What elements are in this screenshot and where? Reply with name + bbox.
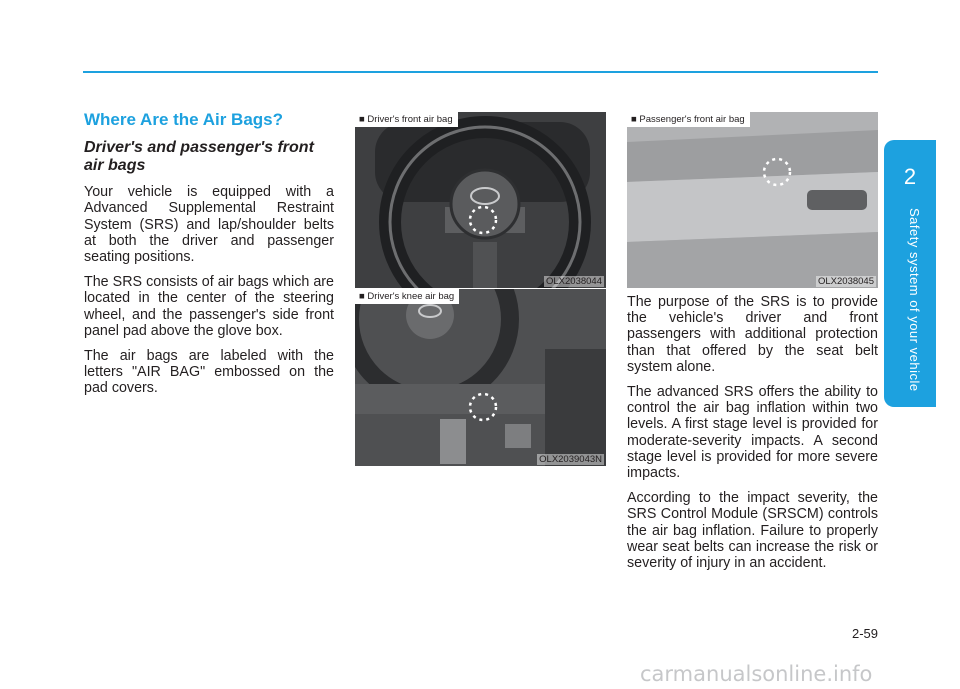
chapter-tab[interactable] bbox=[884, 140, 936, 407]
figure-code: OLX2038045 bbox=[818, 276, 874, 287]
section-heading: Where Are the Air Bags? bbox=[84, 110, 284, 129]
body-paragraph: According to the impact severity, the SRS Control Module (SRSCM) controls the air bag inflation. Failure to properly wear seat belts can increase the risk or severity of injury in an accident. bbox=[627, 490, 878, 572]
body-paragraph: The SRS consists of air bags which are located in the center of the steering wheel, and the passenger's side front panel pad above the glove box. bbox=[84, 274, 334, 339]
driver-knee-airbag-photo bbox=[355, 289, 606, 466]
subsection-heading: Driver's and passenger's front air bags bbox=[84, 139, 314, 175]
right-column bbox=[627, 294, 878, 580]
figure-caption: ■ Passenger's front air bag bbox=[627, 112, 750, 127]
body-paragraph: The air bags are labeled with the letters "AIR BAG" embossed on the pad covers. bbox=[84, 348, 334, 397]
steering-wheel-illustration bbox=[355, 112, 606, 288]
footwell-illustration bbox=[355, 289, 606, 466]
figure-caption: ■ Driver's knee air bag bbox=[355, 289, 459, 304]
watermark[interactable]: carmanualsonline.info bbox=[640, 662, 873, 686]
driver-front-airbag-photo bbox=[355, 112, 606, 288]
figure-caption: ■ Driver's front air bag bbox=[355, 112, 458, 127]
dashboard-illustration bbox=[627, 112, 878, 288]
page-number: 2-59 bbox=[851, 626, 878, 641]
figure-code: OLX2038044 bbox=[546, 276, 602, 287]
body-paragraph: The advanced SRS offers the ability to control the air bag inflation within two levels. A first stage level is provided for moderate-severity impacts. A second stage level is provided for more severe impacts. bbox=[627, 384, 878, 482]
figure-code: OLX2039043N bbox=[539, 454, 602, 465]
chapter-number: 2 bbox=[903, 164, 917, 189]
left-column bbox=[84, 112, 334, 406]
body-paragraph: The purpose of the SRS is to provide the vehicle's driver and front passengers with additional protection than that offered by the seat belt system alone. bbox=[627, 294, 878, 375]
header-rule bbox=[83, 71, 878, 73]
passenger-front-airbag-photo bbox=[627, 112, 878, 288]
body-paragraph: Your vehicle is equipped with a Advanced Supplemental Restraint System (SRS) and lap/shoulder belts at both the driver and passenger seating positions. bbox=[84, 184, 334, 266]
chapter-title: Safety system of your vehicle bbox=[907, 208, 922, 392]
